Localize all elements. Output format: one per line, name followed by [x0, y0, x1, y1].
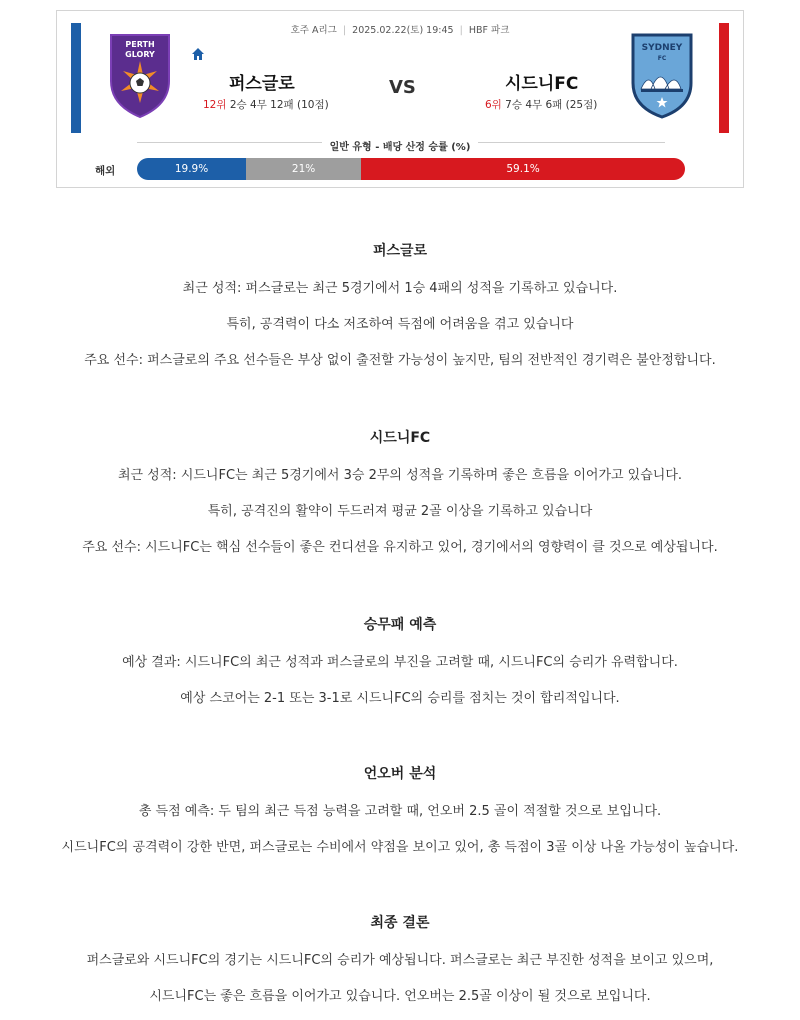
section-away-team [0, 428, 800, 557]
section-line: 예상 스코어는 2-1 또는 3-1로 시드니FC의 승리를 점치는 것이 합리적입니다. [180, 691, 620, 706]
match-meta: 호주 A리그 | 2025.02.22(토) 19:45 | HBF 파크 [290, 25, 510, 36]
section-title: 언오버 분석 [363, 766, 437, 782]
home-team-name: 퍼스글로 [229, 74, 295, 94]
away-team-stats: 7승 4무 6패 (25점) [505, 99, 598, 111]
match-card [56, 10, 744, 188]
sydney-logo-line2: FC [657, 55, 667, 62]
home-icon [191, 47, 205, 61]
section-line: 특히, 공격진의 활약이 두드러져 평균 2골 이상을 기록하고 있습니다 [207, 504, 593, 519]
section-home-team [0, 241, 800, 370]
league-name: 호주 A리그 [290, 25, 337, 36]
probability-title [57, 135, 743, 154]
section-line: 퍼스글로와 시드니FC의 경기는 시드니FC의 승리가 예상됩니다. 퍼스글로는 최근 부진한 성적을 보이고 있으며, [86, 953, 714, 968]
section-line: 시드니FC는 좋은 흐름을 이어가고 있습니다. 언오버는 2.5골 이상이 될 것으로 보입니다. [149, 989, 651, 1004]
away-team-name: 시드니FC [505, 74, 579, 94]
probability-bar [137, 158, 685, 180]
perth-glory-logo [107, 31, 173, 119]
match-datetime: 2025.02.22(토) 19:45 [352, 25, 454, 36]
away-team-rank: 6위 [485, 99, 502, 111]
section-line: 특히, 공격력이 다소 저조하여 득점에 어려움을 겪고 있습니다 [226, 317, 574, 332]
probability-lose-label: 59.1% [506, 163, 540, 175]
section-line: 최근 성적: 퍼스글로는 최근 5경기에서 1승 4패의 성적을 기록하고 있습니다. [182, 281, 618, 296]
away-color-bar [719, 23, 729, 133]
home-color-bar [71, 23, 81, 133]
probability-win-label: 19.9% [174, 163, 209, 175]
perth-logo-line1: PERTH [125, 40, 155, 49]
section-line: 총 득점 예측: 두 팀의 최근 득점 능력을 고려할 때, 언오버 2.5 골이 적절할 것으로 보입니다. [138, 804, 662, 819]
probability-row-label: 해외 [95, 165, 116, 177]
section-title: 퍼스글로 [372, 243, 428, 259]
probability-draw-segment [246, 158, 361, 180]
section-title: 시드니FC [369, 430, 431, 446]
vs-label: VS [389, 77, 416, 98]
home-team-record [203, 97, 329, 112]
section-title: 승무패 예측 [363, 617, 437, 633]
sydney-fc-logo [629, 31, 695, 119]
section-line: 주요 선수: 퍼스글로의 주요 선수들은 부상 없이 출전할 가능성이 높지만, 팀의 전반적인 경기력은 불안정합니다. [84, 353, 716, 368]
sydney-logo-line1: SYDNEY [641, 43, 683, 53]
probability-title-text: 일반 유형 - 배당 산정 승률 (%) [322, 142, 479, 153]
section-prediction [0, 615, 800, 708]
section-conclusion [0, 913, 800, 1006]
probability-win-segment [137, 158, 246, 180]
perth-logo-line2: GLORY [125, 50, 155, 59]
section-line: 주요 선수: 시드니FC는 핵심 선수들이 좋은 컨디션을 유지하고 있어, 경기에서의 영향력이 클 것으로 예상됩니다. [82, 540, 718, 555]
section-line: 최근 성적: 시드니FC는 최근 5경기에서 3승 2무의 성적을 기록하며 좋은 흐름을 이어가고 있습니다. [117, 468, 683, 483]
home-team-rank: 12위 [203, 99, 227, 111]
section-title: 최종 결론 [370, 915, 430, 931]
away-team-record [485, 97, 597, 112]
probability-lose-segment [361, 158, 685, 180]
section-line: 시드니FC의 공격력이 강한 반면, 퍼스글로는 수비에서 약점을 보이고 있어, 총 득점이 3골 이상 나올 가능성이 높습니다. [61, 840, 739, 855]
probability-draw-label: 21% [291, 163, 316, 175]
section-line: 예상 결과: 시드니FC의 최근 성적과 퍼스글로의 부진을 고려할 때, 시드니FC의 승리가 유력합니다. [122, 655, 678, 670]
home-team-stats: 2승 4무 12패 (10점) [229, 99, 329, 111]
section-over-under [0, 764, 800, 857]
match-venue: HBF 파크 [468, 25, 510, 36]
